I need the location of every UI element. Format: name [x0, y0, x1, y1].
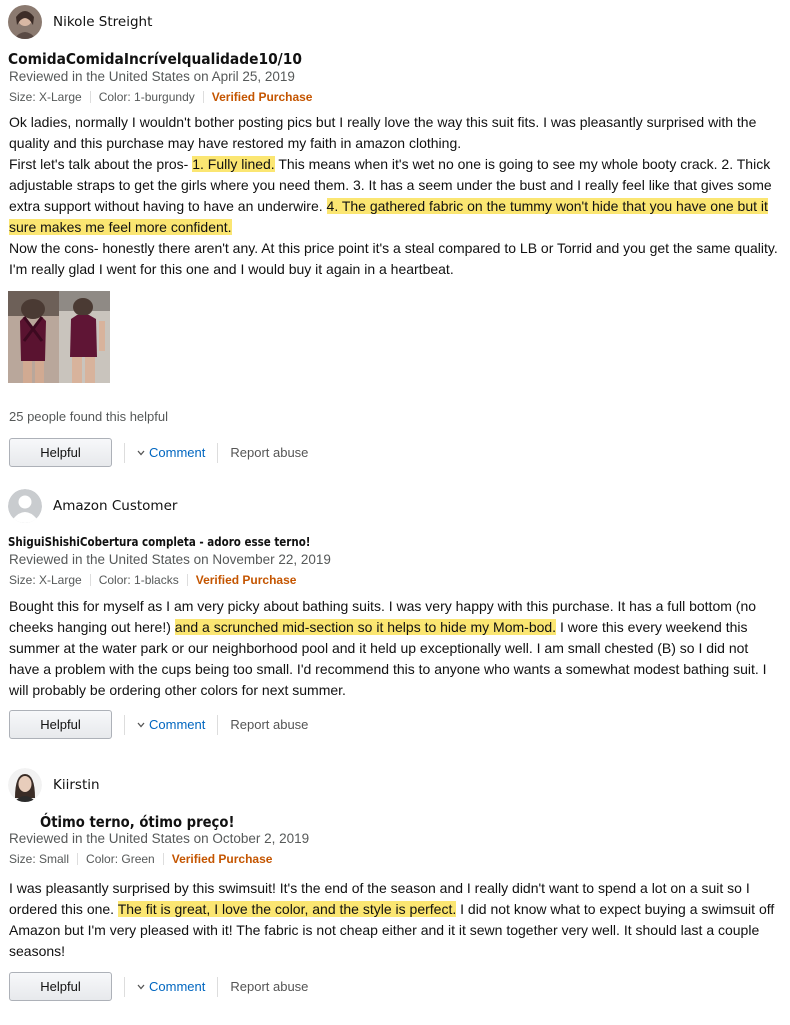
- reviewer-name: Amazon Customer: [53, 498, 178, 514]
- color-link[interactable]: Color: Green: [86, 852, 155, 866]
- reviewer-profile[interactable]: [8, 5, 152, 39]
- size-link[interactable]: Size: Small: [9, 852, 70, 866]
- chevron-down-icon: [137, 984, 145, 990]
- highlighted-text: The fit is great, I love the color, and the style is perfect.: [117, 901, 457, 917]
- review-text: I was pleasantly surprised by this swimsuit! It's the end of the season and I really didn't want to spend a lot on a suit so I ordered this one.: [9, 880, 750, 917]
- highlighted-text: and a scrunched mid-section so it helps to hide my Mom-bod.: [174, 619, 557, 635]
- review-date: Reviewed in the United States on April 25, 2019: [9, 69, 295, 84]
- comment-label: Comment: [149, 979, 206, 994]
- divider: [217, 977, 218, 997]
- verified-purchase-badge: Verified Purchase: [211, 90, 313, 104]
- review-image[interactable]: [8, 291, 59, 383]
- review-body: [9, 596, 781, 701]
- review-date: Reviewed in the United States on November 22, 2019: [9, 552, 331, 567]
- review-title[interactable]: ShiguiShishiCobertura completa - adoro esse terno!: [8, 535, 311, 549]
- review-image[interactable]: [59, 291, 110, 383]
- report-abuse-link[interactable]: Report abuse: [230, 979, 309, 994]
- review-text: First let's talk about the pros-: [9, 156, 193, 172]
- review-date: Reviewed in the United States on October 2, 2019: [9, 831, 310, 846]
- review-text: Ok ladies, normally I wouldn't bother posting pics but I really love the way this suit fits. I was pleasantly surprised with the quality and this purchase may have restored my faith in amazon clothing.: [9, 114, 757, 151]
- highlighted-text: 1. Fully lined.: [192, 156, 275, 172]
- avatar: [8, 768, 42, 802]
- comment-label: Comment: [149, 445, 206, 460]
- divider: [124, 977, 125, 997]
- helpful-count: 25 people found this helpful: [9, 409, 169, 424]
- color-link[interactable]: Color: 1-blacks: [98, 573, 179, 587]
- report-abuse-link[interactable]: Report abuse: [230, 445, 309, 460]
- avatar: [8, 489, 42, 523]
- review-body: [9, 112, 781, 280]
- verified-purchase-badge: Verified Purchase: [171, 852, 273, 866]
- comment-link[interactable]: [137, 717, 205, 732]
- review-actions: [9, 972, 308, 1001]
- review-body: [9, 878, 781, 962]
- review-text: Now the cons- honestly there aren't any. At this price point it's a steal compared to LB or Torrid and you get the same quality. I'm really glad I went for this one and I would buy it again in a heartbeat.: [9, 240, 778, 277]
- divider: [217, 443, 218, 463]
- review-meta: [9, 852, 272, 866]
- size-link[interactable]: Size: X-Large: [9, 573, 82, 587]
- color-link[interactable]: Color: 1-burgundy: [98, 90, 195, 104]
- reviewer-profile[interactable]: [8, 489, 177, 523]
- review-images: [8, 291, 110, 383]
- comment-link[interactable]: [137, 979, 205, 994]
- helpful-button[interactable]: Helpful: [9, 438, 112, 467]
- report-abuse-link[interactable]: Report abuse: [230, 717, 309, 732]
- size-link[interactable]: Size: X-Large: [9, 90, 82, 104]
- divider: [124, 715, 125, 735]
- chevron-down-icon: [137, 450, 145, 456]
- helpful-button[interactable]: Helpful: [9, 972, 112, 1001]
- reviewer-profile[interactable]: [8, 768, 100, 802]
- reviewer-name: Kiirstin: [53, 777, 100, 793]
- reviewer-name: Nikole Streight: [53, 14, 153, 30]
- verified-purchase-badge: Verified Purchase: [195, 573, 297, 587]
- comment-link[interactable]: [137, 445, 205, 460]
- review-text: I wore this every weekend this summer at the water park or our neighborhood pool and it held up exceptionally well. I am small chested (B) so I did not have a problem with the cups being too small. I'd recommend this to anyone who wants a somewhat modest bathing suit. I will probably be ordering other colors for next summer.: [9, 619, 767, 698]
- review-actions: [9, 438, 308, 467]
- divider: [217, 715, 218, 735]
- review-actions: [9, 710, 308, 739]
- helpful-button[interactable]: Helpful: [9, 710, 112, 739]
- review-title[interactable]: ComidaComidaIncrívelqualidade10/10: [8, 50, 302, 68]
- review-text: Bought this for myself as I am very picky about bathing suits. I was very happy with this purchase. It has a full bottom (no cheeks hanging out here!): [9, 598, 757, 635]
- review-text: I did not know what to expect buying a swimsuit off Amazon but I'm very pleased with it! The fabric is not cheap either and it it sewn together very well. It should last a couple seasons!: [9, 901, 775, 959]
- avatar: [8, 5, 42, 39]
- comment-label: Comment: [149, 717, 206, 732]
- review-meta: [9, 573, 296, 587]
- divider: [124, 443, 125, 463]
- review-title[interactable]: Ótimo terno, ótimo preço!: [40, 813, 235, 831]
- highlighted-text: 4. The gathered fabric on the tummy won't hide that you have one but it sure makes me feel more confident.: [9, 198, 768, 235]
- review-text: This means when it's wet no one is going to see my whole booty crack. 2. Thick adjustable straps to get the girls where you need them. 3. It has a seem under the bust and I really feel like that gives some extra support without having to have an underwire.: [9, 156, 772, 214]
- review-meta: [9, 90, 312, 104]
- chevron-down-icon: [137, 722, 145, 728]
